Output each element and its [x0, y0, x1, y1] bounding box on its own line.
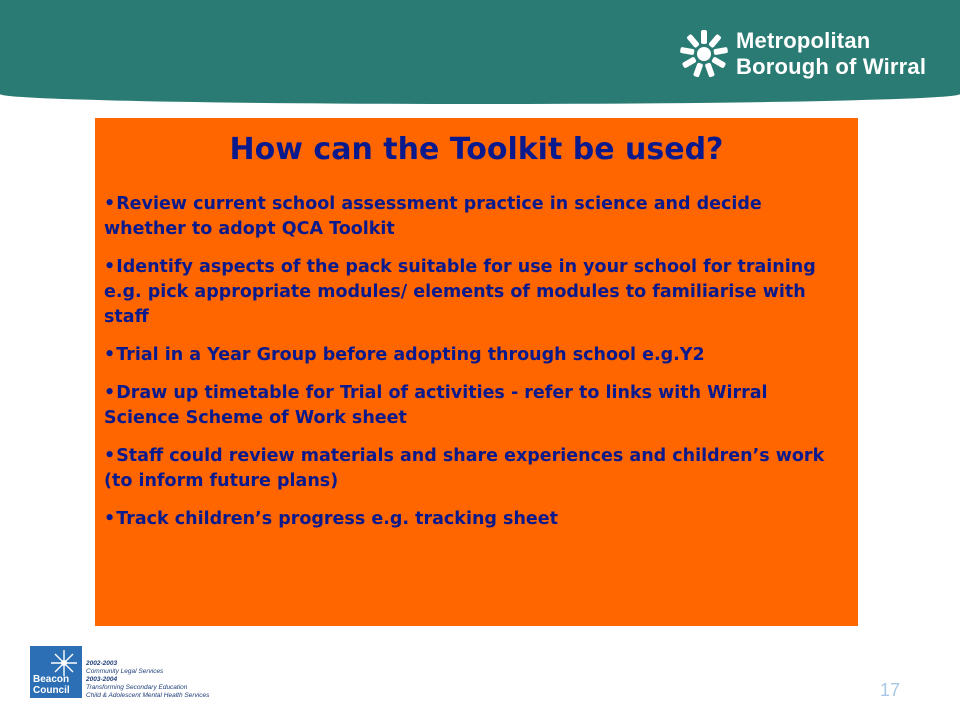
- bullet-mark: •: [104, 383, 116, 403]
- beacon-council-logo: [30, 646, 230, 702]
- slide-title: How can the Toolkit be used?: [229, 132, 724, 167]
- beacon-award-2: Transforming Secondary Education: [86, 684, 188, 691]
- bullet-text: Staff could review materials and share experiences and children’s work (to inform future plans): [104, 446, 825, 491]
- page-number: 17: [880, 680, 901, 700]
- bullet-text: Trial in a Year Group before adopting through school e.g.Y2: [116, 345, 705, 365]
- beacon-badge-line1: Beacon: [33, 674, 70, 685]
- logo-text: [736, 28, 926, 80]
- bullet-text: Identify aspects of the pack suitable for use in your school for training e.g. pick appropriate modules/ elements of modules to familiarise with staff: [104, 257, 816, 327]
- bullet-mark: •: [104, 509, 116, 529]
- bullet-text: Review current school assessment practice in science and decide whether to adopt QCA Toolkit: [104, 194, 762, 239]
- beacon-badge: [30, 646, 82, 698]
- bullet-text: Draw up timetable for Trial of activities - refer to links with Wirral Science Scheme of Work sheet: [104, 383, 768, 428]
- bullet-item: [104, 255, 839, 330]
- content-card: [95, 118, 858, 626]
- beacon-award-1: Community Legal Services: [86, 668, 164, 675]
- logo-line-borough: Borough of Wirral: [736, 54, 927, 79]
- beacon-badge-line2: Council: [33, 685, 70, 696]
- bullet-item: [104, 444, 839, 494]
- beacon-award-3: Child & Adolescent Mental Health Services: [86, 692, 210, 699]
- beacon-year-2: 2003-2004: [86, 676, 118, 683]
- beacon-awards: [86, 660, 236, 700]
- wirral-logo-icon: [676, 26, 732, 82]
- bullet-item: [104, 343, 839, 368]
- wirral-logo: [676, 26, 936, 86]
- beacon-year-1: 2002-2003: [86, 660, 118, 667]
- bullet-mark: •: [104, 257, 116, 277]
- bullet-list: [104, 192, 839, 545]
- bullet-mark: •: [104, 345, 116, 365]
- bullet-item: [104, 381, 839, 431]
- bullet-mark: •: [104, 194, 116, 214]
- bullet-item: [104, 192, 839, 242]
- bullet-item: [104, 507, 839, 532]
- beacon-badge-text: [33, 674, 70, 696]
- bullet-mark: •: [104, 446, 116, 466]
- bullet-text: Track children’s progress e.g. tracking sheet: [116, 509, 559, 529]
- logo-line-metropolitan: Metropolitan: [736, 28, 871, 53]
